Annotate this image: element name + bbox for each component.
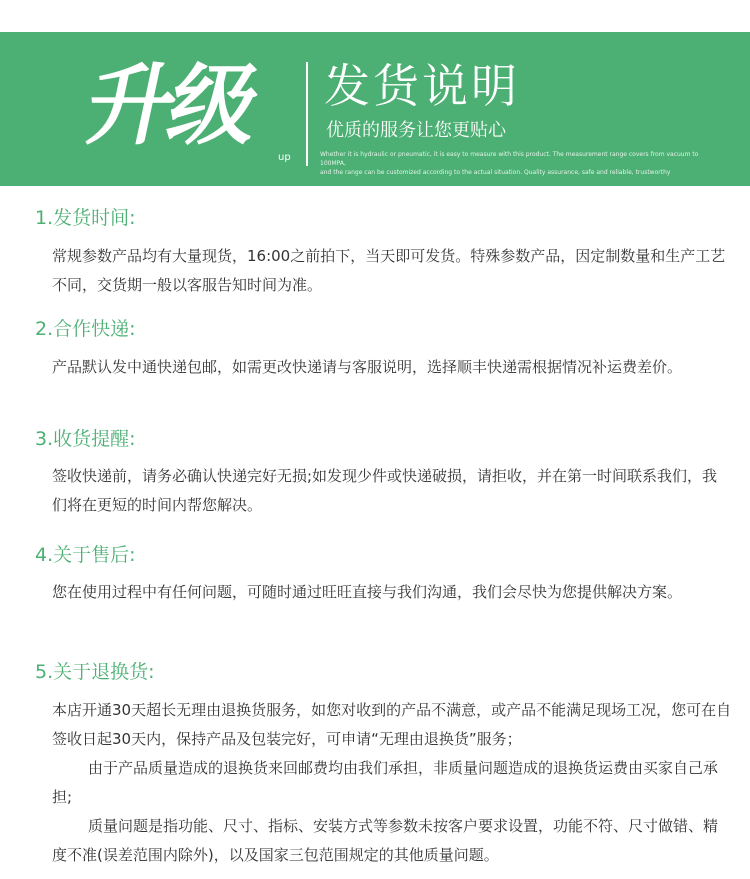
english-line-1: Whether it is hydraulic or pneumatic, it is easy to measure with this product. The measurement range covers from vacuum to 100MPA, bbox=[320, 151, 699, 167]
section-body bbox=[52, 696, 732, 870]
section-body bbox=[52, 242, 732, 300]
page-subtitle: 优质的服务让您更贴心 bbox=[326, 120, 506, 141]
section-body bbox=[52, 353, 732, 382]
page-title: 发货说明 bbox=[324, 59, 520, 113]
banner-divider bbox=[306, 62, 308, 166]
section-title: 2.合作快递: bbox=[35, 318, 136, 340]
section-paragraph: 产品默认发中通快递包邮，如需更改快递请与客服说明，选择顺丰快递需根据情况补运费差价。 bbox=[52, 358, 683, 376]
section-paragraph: 质量问题是指功能、尺寸、指标、安装方式等参数未按客户要求设置，功能不符、尺寸做错、精度不准(误差范围内除外)，以及国家三包范围规定的其他质量问题。 bbox=[52, 817, 719, 864]
section-paragraph: 常规参数产品均有大量现货，16:00之前拍下，当天即可发货。特殊参数产品，因定制数量和生产工艺不同，交货期一般以客服告知时间为准。 bbox=[52, 247, 726, 294]
logo-text: 升级 bbox=[77, 54, 264, 157]
header-banner bbox=[0, 32, 750, 186]
english-line-2: and the range can be customized according to the actual situation. Quality assurance, safe and reliable, trustworthy bbox=[320, 169, 671, 176]
section-paragraph: 您在使用过程中有任何问题，可随时通过旺旺直接与我们沟通，我们会尽快为您提供解决方案。 bbox=[52, 583, 683, 601]
section-title: 3.收货提醒: bbox=[35, 428, 136, 450]
section-body bbox=[52, 462, 732, 520]
section-body bbox=[52, 578, 732, 607]
section-paragraph: 由于产品质量造成的退换货来回邮费均由我们承担，非质量问题造成的退换货运费由买家自己承担; bbox=[52, 759, 719, 806]
section-title: 4.关于售后: bbox=[35, 544, 136, 566]
english-tagline bbox=[320, 150, 720, 177]
section-paragraph: 本店开通30天超长无理由退换货服务，如您对收到的产品不满意，或产品不能满足现场工况，您可在自签收日起30天内，保持产品及包装完好，可申请“无理由退换货”服务； bbox=[52, 701, 732, 748]
upgrade-logo bbox=[77, 54, 291, 166]
logo-up-label: up bbox=[278, 152, 291, 163]
section-title: 1.发货时间: bbox=[35, 207, 136, 229]
section-title: 5.关于退换货: bbox=[35, 661, 155, 683]
section-paragraph: 签收快递前，请务必确认快递完好无损;如发现少件或快递破损，请拒收，并在第一时间联系我们，我们将在更短的时间内帮您解决。 bbox=[52, 467, 718, 514]
